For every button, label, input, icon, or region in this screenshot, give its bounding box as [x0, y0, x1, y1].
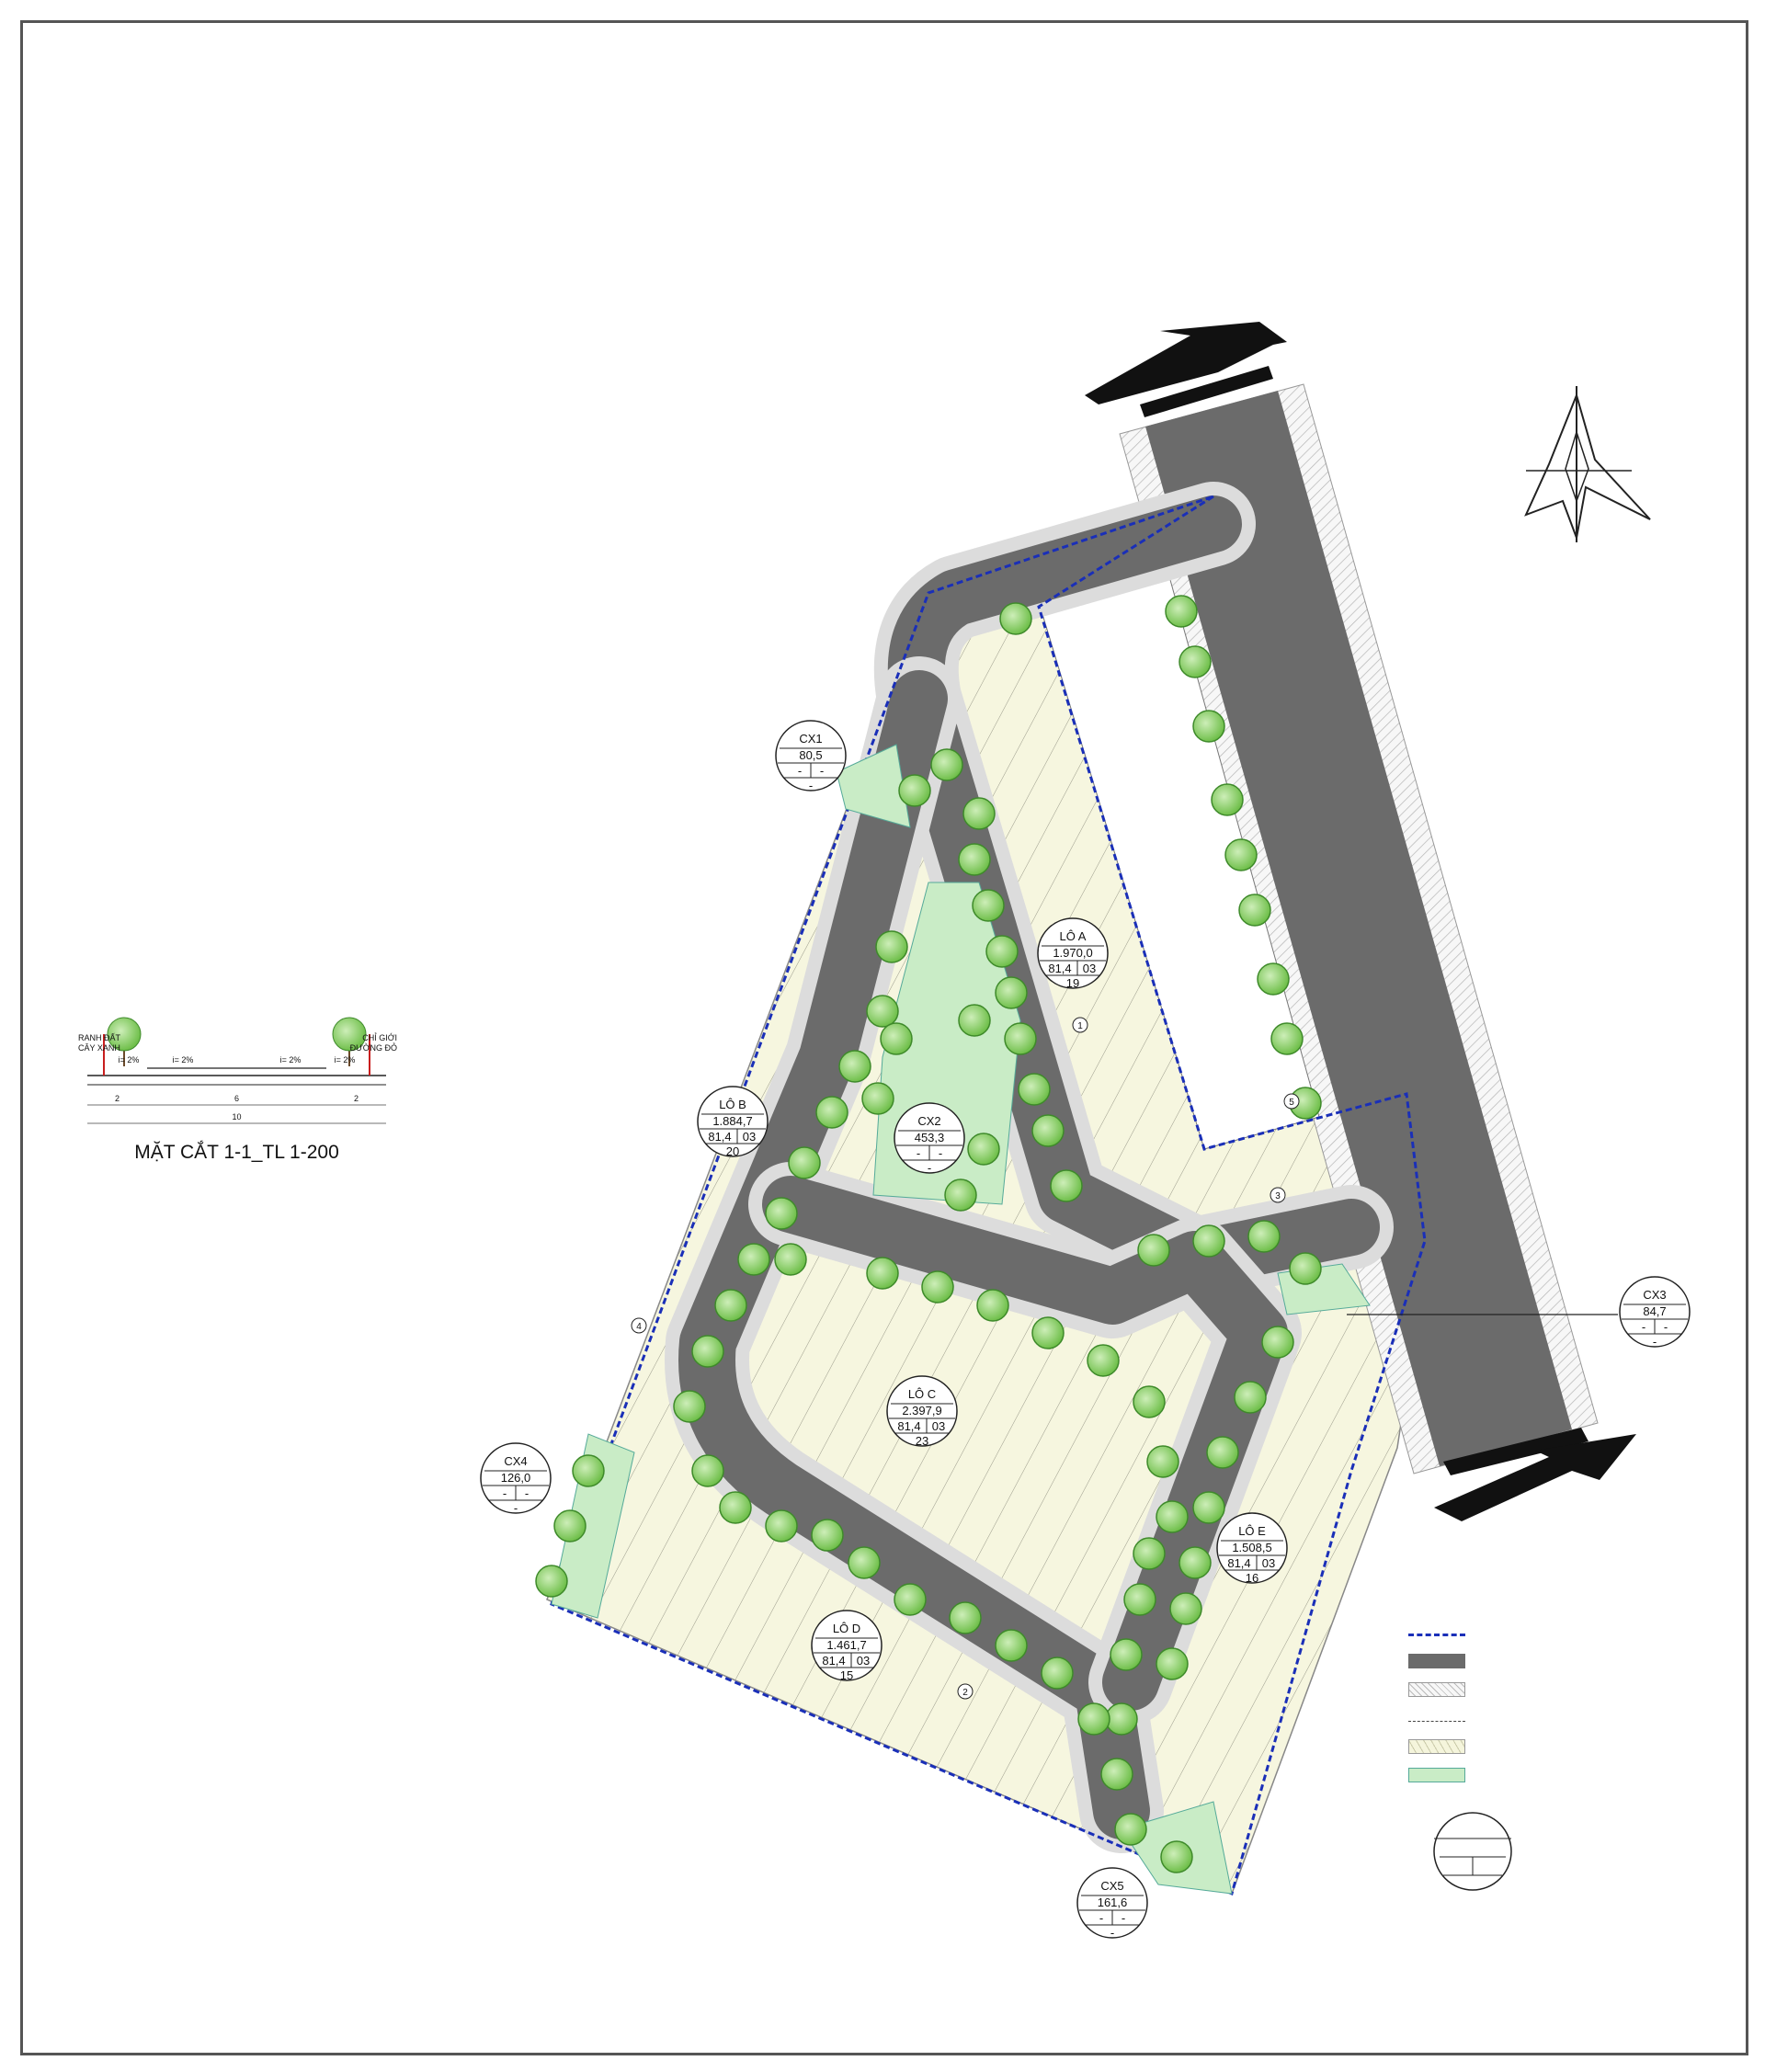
green-density: - [1099, 1911, 1104, 1925]
green-label-5 [1077, 1868, 1147, 1940]
lot-count: 16 [1245, 1571, 1259, 1585]
legend-boundary-swatch [1408, 1634, 1465, 1636]
legend-green-swatch [1408, 1768, 1465, 1782]
tree-icon [1106, 1703, 1137, 1735]
cross-section-1 [78, 1018, 397, 1163]
section-right-label: ĐƯỜNG ĐỎ [349, 1043, 397, 1053]
green-count: - [927, 1161, 932, 1175]
tree-icon [1051, 1170, 1082, 1201]
svg-text:2: 2 [962, 1688, 968, 1698]
legend-item [1408, 1732, 1476, 1760]
green-area: 80,5 [799, 748, 823, 762]
green-name: CX3 [1643, 1288, 1667, 1302]
tree-icon [1032, 1115, 1064, 1146]
section-left-label: CÂY XANH [78, 1043, 120, 1053]
section-right-label: CHỈ GIỚI [362, 1033, 397, 1042]
tree-icon [899, 775, 930, 806]
tree-icon [789, 1147, 820, 1178]
tree-icon [1239, 894, 1270, 926]
green-name: CX1 [799, 732, 823, 746]
green-name: CX4 [504, 1454, 528, 1468]
lot-density: 81,4 [822, 1654, 846, 1668]
tree-icon [1032, 1317, 1064, 1349]
section-marker [632, 1318, 646, 1333]
tree-icon [1179, 646, 1211, 677]
green-density: - [1641, 1320, 1646, 1334]
green-floors: - [938, 1146, 943, 1160]
lot-density: 81,4 [897, 1419, 921, 1433]
green-label-4 [481, 1443, 551, 1515]
tree-icon [959, 1005, 990, 1036]
svg-text:3: 3 [1275, 1191, 1281, 1201]
lot-density: 81,4 [708, 1130, 732, 1144]
tree-icon [1133, 1386, 1165, 1417]
tree-icon [867, 996, 898, 1027]
lot-name: LÔ E [1238, 1524, 1266, 1538]
tree-icon [996, 1630, 1027, 1661]
tree-icon [738, 1244, 769, 1275]
green-floors: - [524, 1486, 530, 1500]
green-count: - [1652, 1335, 1657, 1349]
section-marker [1270, 1188, 1285, 1202]
tree-icon [968, 1133, 999, 1165]
svg-text:1: 1 [1077, 1021, 1083, 1031]
tree-icon [1235, 1382, 1266, 1413]
section-dim: 6 [233, 1094, 240, 1103]
tree-icon [848, 1547, 880, 1578]
tree-icon [1019, 1074, 1050, 1105]
green-name: CX2 [917, 1114, 941, 1128]
green-floors: - [1121, 1911, 1126, 1925]
svg-text:4: 4 [636, 1322, 642, 1332]
section-slope: i= 2% [279, 1055, 302, 1064]
lot-density: 81,4 [1227, 1556, 1251, 1570]
tree-icon [692, 1336, 723, 1367]
tree-icon [1161, 1841, 1192, 1873]
section-slope: i= 2% [172, 1055, 194, 1064]
lot-name: LÔ A [1059, 929, 1087, 943]
tree-icon [1225, 839, 1257, 871]
section-title: MẶT CẮT 1-1_TL 1-200 [134, 1142, 339, 1163]
tree-icon [720, 1492, 751, 1523]
lot-name: LÔ C [907, 1387, 937, 1401]
tree-icon [986, 936, 1018, 967]
green-floors: - [1663, 1320, 1668, 1334]
tree-icon [839, 1051, 871, 1082]
legend-centerline-swatch [1408, 1721, 1465, 1722]
lot-count: 15 [839, 1668, 854, 1682]
tree-icon [1005, 1023, 1036, 1054]
tree-icon [692, 1455, 723, 1486]
section-dim: 2 [114, 1094, 120, 1103]
tree-icon [1138, 1235, 1169, 1266]
tree-icon [674, 1391, 705, 1422]
tree-icon [1193, 1225, 1224, 1257]
tree-icon [1000, 603, 1031, 634]
lot-density: 81,4 [1048, 962, 1072, 975]
tree-icon [536, 1565, 567, 1597]
tree-icon [1212, 784, 1243, 815]
legend-road-swatch [1408, 1654, 1465, 1668]
section-left-label: RANH ĐẤT [78, 1033, 121, 1042]
lot-floors: 03 [1082, 962, 1097, 975]
section-slope: i= 2% [334, 1055, 356, 1064]
legend-item [1408, 1675, 1476, 1703]
green-density: - [797, 764, 803, 778]
legend-item [1408, 1760, 1476, 1789]
tree-icon [876, 931, 907, 962]
tree-icon [1156, 1648, 1188, 1679]
lot-area: 2.397,9 [902, 1404, 942, 1417]
tree-icon [959, 844, 990, 875]
lot-count: 19 [1065, 976, 1080, 990]
lot-floors: 03 [1261, 1556, 1276, 1570]
section-total: 10 [232, 1112, 242, 1121]
green-label-1 [776, 721, 846, 792]
tree-icon [1042, 1657, 1073, 1689]
section-marker [1284, 1094, 1299, 1109]
green-count: - [513, 1501, 518, 1515]
tree-icon [1207, 1437, 1238, 1468]
tree-icon [1166, 596, 1197, 627]
green-name: CX5 [1100, 1879, 1124, 1893]
tree-icon [1179, 1547, 1211, 1578]
section-slope: i= 2% [118, 1055, 140, 1064]
lot-area: 1.970,0 [1053, 946, 1093, 960]
tree-icon [1124, 1584, 1156, 1615]
legend [1408, 1601, 1476, 1789]
compass-rose [1526, 386, 1650, 542]
tree-icon [766, 1198, 797, 1229]
lot-area: 1.884,7 [712, 1114, 753, 1128]
tree-icon [1087, 1345, 1119, 1376]
lot-name: LÔ B [719, 1098, 746, 1111]
legend-item [1408, 1646, 1476, 1675]
tree-icon [1290, 1253, 1321, 1284]
green-density: - [916, 1146, 921, 1160]
section-dim: 2 [353, 1094, 359, 1103]
tree-icon [1110, 1639, 1142, 1670]
tree-icon [922, 1271, 953, 1303]
green-area: 161,6 [1097, 1896, 1128, 1909]
tree-icon [945, 1179, 976, 1211]
tree-icon [1193, 1492, 1224, 1523]
tree-icon [573, 1455, 604, 1486]
green-label-3 [1620, 1277, 1690, 1349]
tree-icon [950, 1602, 981, 1634]
tree-icon [963, 798, 995, 829]
tree-icon [881, 1023, 912, 1054]
tree-icon [1115, 1814, 1146, 1845]
green-area: 84,7 [1643, 1304, 1667, 1318]
green-count: - [808, 779, 814, 792]
lot-name: LÔ D [832, 1622, 861, 1635]
tree-icon [977, 1290, 1008, 1321]
tree-icon [973, 890, 1004, 921]
green-floors: - [819, 764, 825, 778]
section-marker [958, 1684, 973, 1699]
green-area: 453,3 [914, 1131, 945, 1144]
tree-icon [1101, 1759, 1133, 1790]
tree-icon [1170, 1593, 1201, 1624]
tree-icon [862, 1083, 894, 1114]
tree-icon [715, 1290, 746, 1321]
lot-floors: 03 [856, 1654, 871, 1668]
tree-icon [766, 1510, 797, 1542]
legend-residential-swatch [1408, 1739, 1465, 1754]
lot-floors: 03 [742, 1130, 757, 1144]
legend-sidewalk-swatch [1408, 1682, 1465, 1697]
svg-text:5: 5 [1289, 1098, 1294, 1108]
tree-icon [894, 1584, 926, 1615]
tree-icon [1133, 1538, 1165, 1569]
lot-count: 23 [915, 1434, 929, 1448]
lot-floors: 03 [931, 1419, 946, 1433]
tree-icon [996, 977, 1027, 1008]
tree-icon [554, 1510, 586, 1542]
section-marker [1073, 1018, 1087, 1032]
tree-icon [1193, 711, 1224, 742]
tree-icon [775, 1244, 806, 1275]
tree-icon [1248, 1221, 1280, 1252]
lot-count: 20 [725, 1144, 740, 1158]
tree-icon [1147, 1446, 1179, 1477]
legend-item [1408, 1618, 1476, 1646]
tree-icon [1271, 1023, 1303, 1054]
lot-area: 1.508,5 [1232, 1541, 1272, 1554]
green-count: - [1110, 1926, 1115, 1940]
legend-key-circle [1434, 1813, 1511, 1890]
tree-icon [816, 1097, 848, 1128]
legend-item [1408, 1703, 1476, 1732]
tree-icon [931, 749, 962, 780]
lot-area: 1.461,7 [826, 1638, 867, 1652]
tree-icon [1258, 963, 1289, 995]
tree-icon [812, 1520, 843, 1551]
tree-icon [1262, 1326, 1293, 1358]
tree-icon [1078, 1703, 1110, 1735]
tree-icon [1156, 1501, 1188, 1532]
green-density: - [502, 1486, 507, 1500]
tree-icon [867, 1258, 898, 1289]
green-area: 126,0 [500, 1471, 531, 1485]
